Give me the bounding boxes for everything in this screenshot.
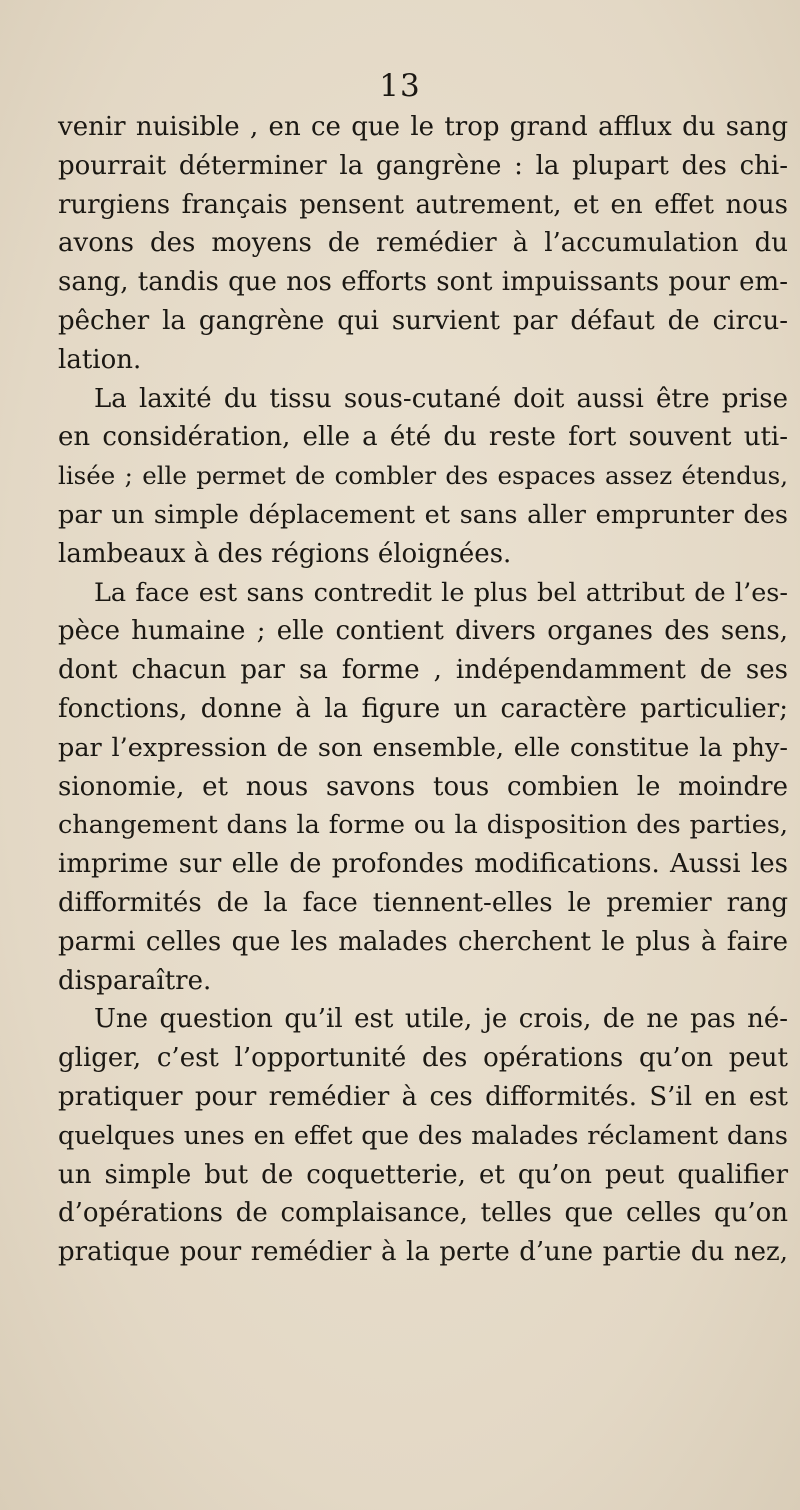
text-line: pèce humaine ; elle contient divers organes des sens, <box>58 616 788 647</box>
text-line: avons des moyens de remédier à l’accumulation du <box>58 228 788 259</box>
text-line: pratique pour remédier à la perte d’une partie du nez, <box>58 1237 788 1268</box>
text-line: en considération, elle a été du reste fort souvent uti- <box>58 422 788 453</box>
text-line: sang, tandis que nos efforts sont impuissants pour em- <box>58 267 788 298</box>
text-line: Une question qu’il est utile, je crois, de ne pas né- <box>94 1004 788 1035</box>
text-line: par l’expression de son ensemble, elle constitue la phy- <box>58 732 788 763</box>
text-line: lambeaux à des régions éloignées. <box>58 538 512 569</box>
body-text <box>58 108 788 1272</box>
text-line: par un simple déplacement et sans aller emprunter des <box>58 499 788 530</box>
text-line: sionomie, et nous savons tous combien le moindre <box>58 771 788 802</box>
text-line: venir nuisible , en ce que le trop grand afflux du sang <box>58 112 788 142</box>
text-line: difformités de la face tiennent-elles le premier rang <box>58 887 788 918</box>
text-line: parmi celles que les malades cherchent le plus à faire <box>58 926 788 957</box>
text-line: quelques unes en effet que des malades réclament dans <box>58 1120 788 1151</box>
text-line: un simple but de coquetterie, et qu’on peut qualifier <box>58 1159 788 1190</box>
text-line: disparaître. <box>58 965 212 996</box>
text-line: pratiquer pour remédier à ces difformités. S’il en est <box>58 1081 788 1112</box>
text-line: dont chacun par sa forme , indépendamment de ses <box>58 655 788 686</box>
text-line: pêcher la gangrène qui survient par défaut de circu- <box>58 305 788 336</box>
text-line: La laxité du tissu sous-cutané doit aussi être prise <box>94 383 788 414</box>
text-line: changement dans la forme ou la disposition des parties, <box>58 810 788 841</box>
text-line: lation. <box>58 344 142 375</box>
text-line: fonctions, donne à la figure un caractère particulier; <box>58 693 788 724</box>
text-line: rurgiens français pensent autrement, et en effet nous <box>58 189 788 220</box>
text-line: pourrait déterminer la gangrène : la plupart des chi- <box>58 150 788 181</box>
text-line: gliger, c’est l’opportunité des opérations qu’on peut <box>58 1043 788 1074</box>
text-line: lisée ; elle permet de combler des espaces assez étendus, <box>58 461 788 491</box>
page-number: 13 <box>379 68 421 104</box>
text-line: d’opérations de complaisance, telles que celles qu’on <box>58 1198 788 1229</box>
text-line: La face est sans contredit le plus bel attribut de l’es- <box>94 577 788 608</box>
text-line: imprime sur elle de profondes modifications. Aussi les <box>58 849 788 880</box>
